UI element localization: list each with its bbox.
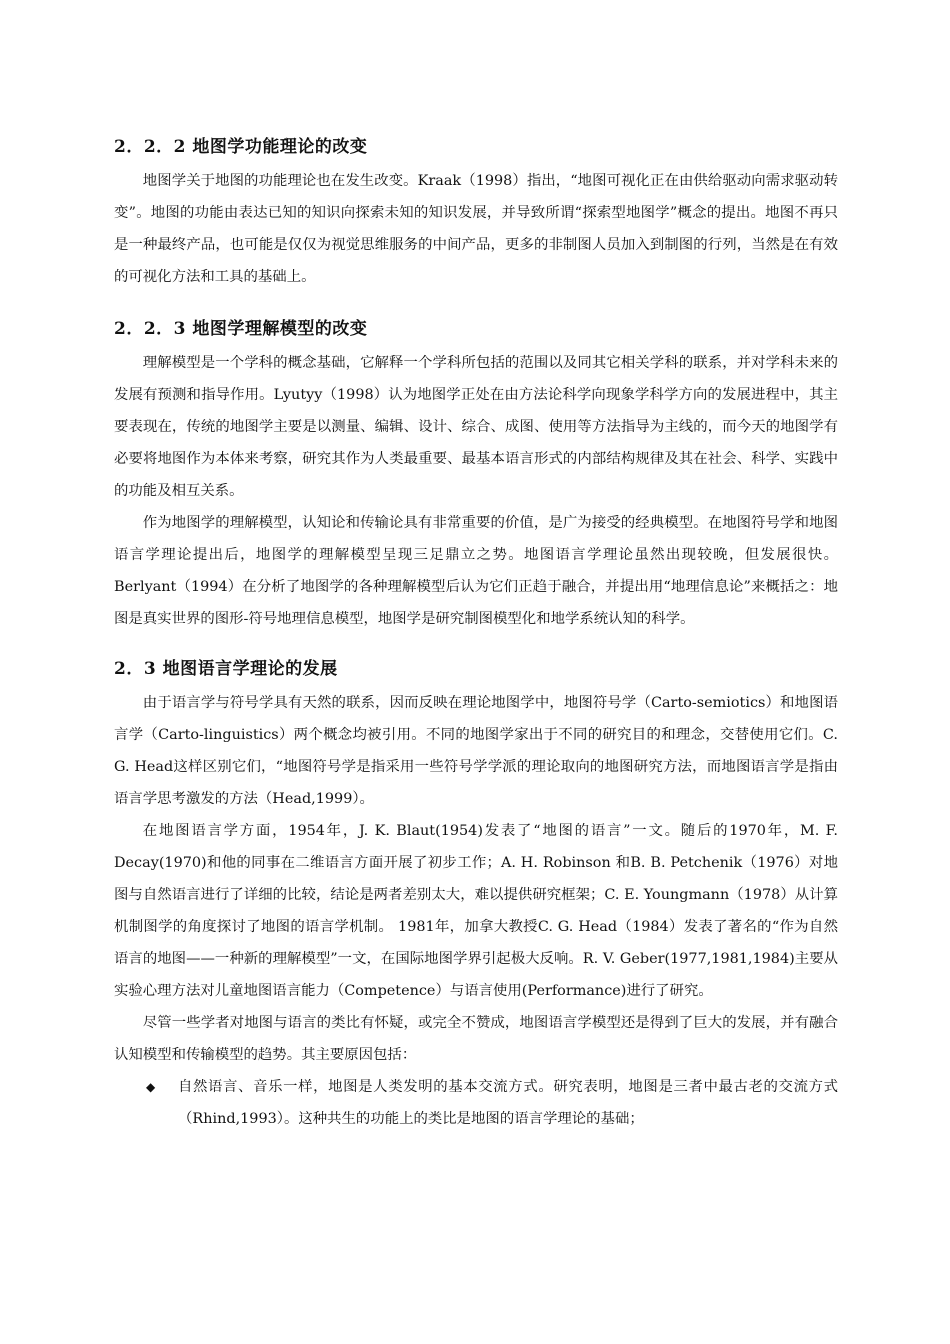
bullet-text: 自然语言、音乐一样，地图是人类发明的基本交流方式。研究表明，地图是三者中最古老的交流方式（Rhind,1993）。这种共生的功能上的类比是地图的语言学理论的基础； xyxy=(178,1079,838,1127)
bullet-list xyxy=(114,1071,838,1135)
section-heading: 2．2．3 地图学理解模型的改变 xyxy=(114,319,368,339)
list-item xyxy=(114,1071,838,1135)
section-2-2-2 xyxy=(114,135,838,293)
paragraph: 地图学关于地图的功能理论也在发生改变。Kraak（1998）指出，“地图可视化正在由供给驱动向需求驱动转变”。地图的功能由表达已知的知识向探索未知的知识发展，并导致所谓“探索型地图学”概念的提出。地图不再只是一种最终产品，也可能是仅仅为视觉思维服务的中间产品，更多的非制图人员加入到制图的行列，当然是在有效的可视化方法和工具的基础上。 xyxy=(114,173,838,285)
diamond-bullet-icon: ◆ xyxy=(146,1080,156,1094)
section-2-3 xyxy=(114,657,838,1135)
paragraph: 尽管一些学者对地图与语言的类比有怀疑，或完全不赞成，地图语言学模型还是得到了巨大的发展，并有融合认知模型和传输模型的趋势。其主要原因包括： xyxy=(114,1015,838,1063)
section-heading: 2．2．2 地图学功能理论的改变 xyxy=(114,137,368,157)
paragraph: 作为地图学的理解模型，认知论和传输论具有非常重要的价值，是广为接受的经典模型。在地图符号学和地图语言学理论提出后，地图学的理解模型呈现三足鼎立之势。地图语言学理论虽然出现较晚，但发展很快。Berlyant（1994）在分析了地图学的各种理解模型后认为它们正趋于融合，并提出用“地理信息论”来概括之：地图是真实世界的图形-符号地理信息模型，地图学是研究制图模型化和地学系统认知的科学。 xyxy=(114,515,838,627)
paragraph: 在地图语言学方面，1954年，J. K. Blaut(1954)发表了“地图的语言”一文。随后的1970年，M. F. Decay(1970)和他的同事在二维语言方面开展了初步工作；A. H. Robinson 和B. B. Petchenik（1976）对地图与自然语言进行了详细的比较，结论是两者差别太大，难以提供研究框架；C. E. Youngmann（1978）从计算机制图学的角度探讨了地图的语言学机制。 1981年，加拿大教授C. G. Head（1984）发表了著名的“作为自然语言的地图——一种新的理解模型”一文，在国际地图学界引起极大反响。R. V. Geber(1977,1981,1984)主要从实验心理方法对儿童地图语言能力（Competence）与语言使用(Performance)进行了研究。 xyxy=(114,823,838,999)
section-2-2-3 xyxy=(114,317,838,635)
document-page xyxy=(114,135,838,1135)
section-heading: 2．3 地图语言学理论的发展 xyxy=(114,659,338,679)
paragraph: 理解模型是一个学科的概念基础，它解释一个学科所包括的范围以及同其它相关学科的联系，并对学科未来的发展有预测和指导作用。Lyutyy（1998）认为地图学正处在由方法论科学向现象学科学方向的发展进程中，其主要表现在，传统的地图学主要是以测量、编辑、设计、综合、成图、使用等方法指导为主线的，而今天的地图学有必要将地图作为本体来考察，研究其作为人类最重要、最基本语言形式的内部结构规律及其在社会、科学、实践中的功能及相互关系。 xyxy=(114,355,838,499)
paragraph: 由于语言学与符号学具有天然的联系，因而反映在理论地图学中，地图符号学（Carto-semiotics）和地图语言学（Carto-linguistics）两个概念均被引用。不同的地图学家出于不同的研究目的和理念，交替使用它们。C. G. Head这样区别它们，“地图符号学是指采用一些符号学学派的理论取向的地图研究方法，而地图语言学是指由语言学思考激发的方法（Head,1999）。 xyxy=(114,695,838,807)
